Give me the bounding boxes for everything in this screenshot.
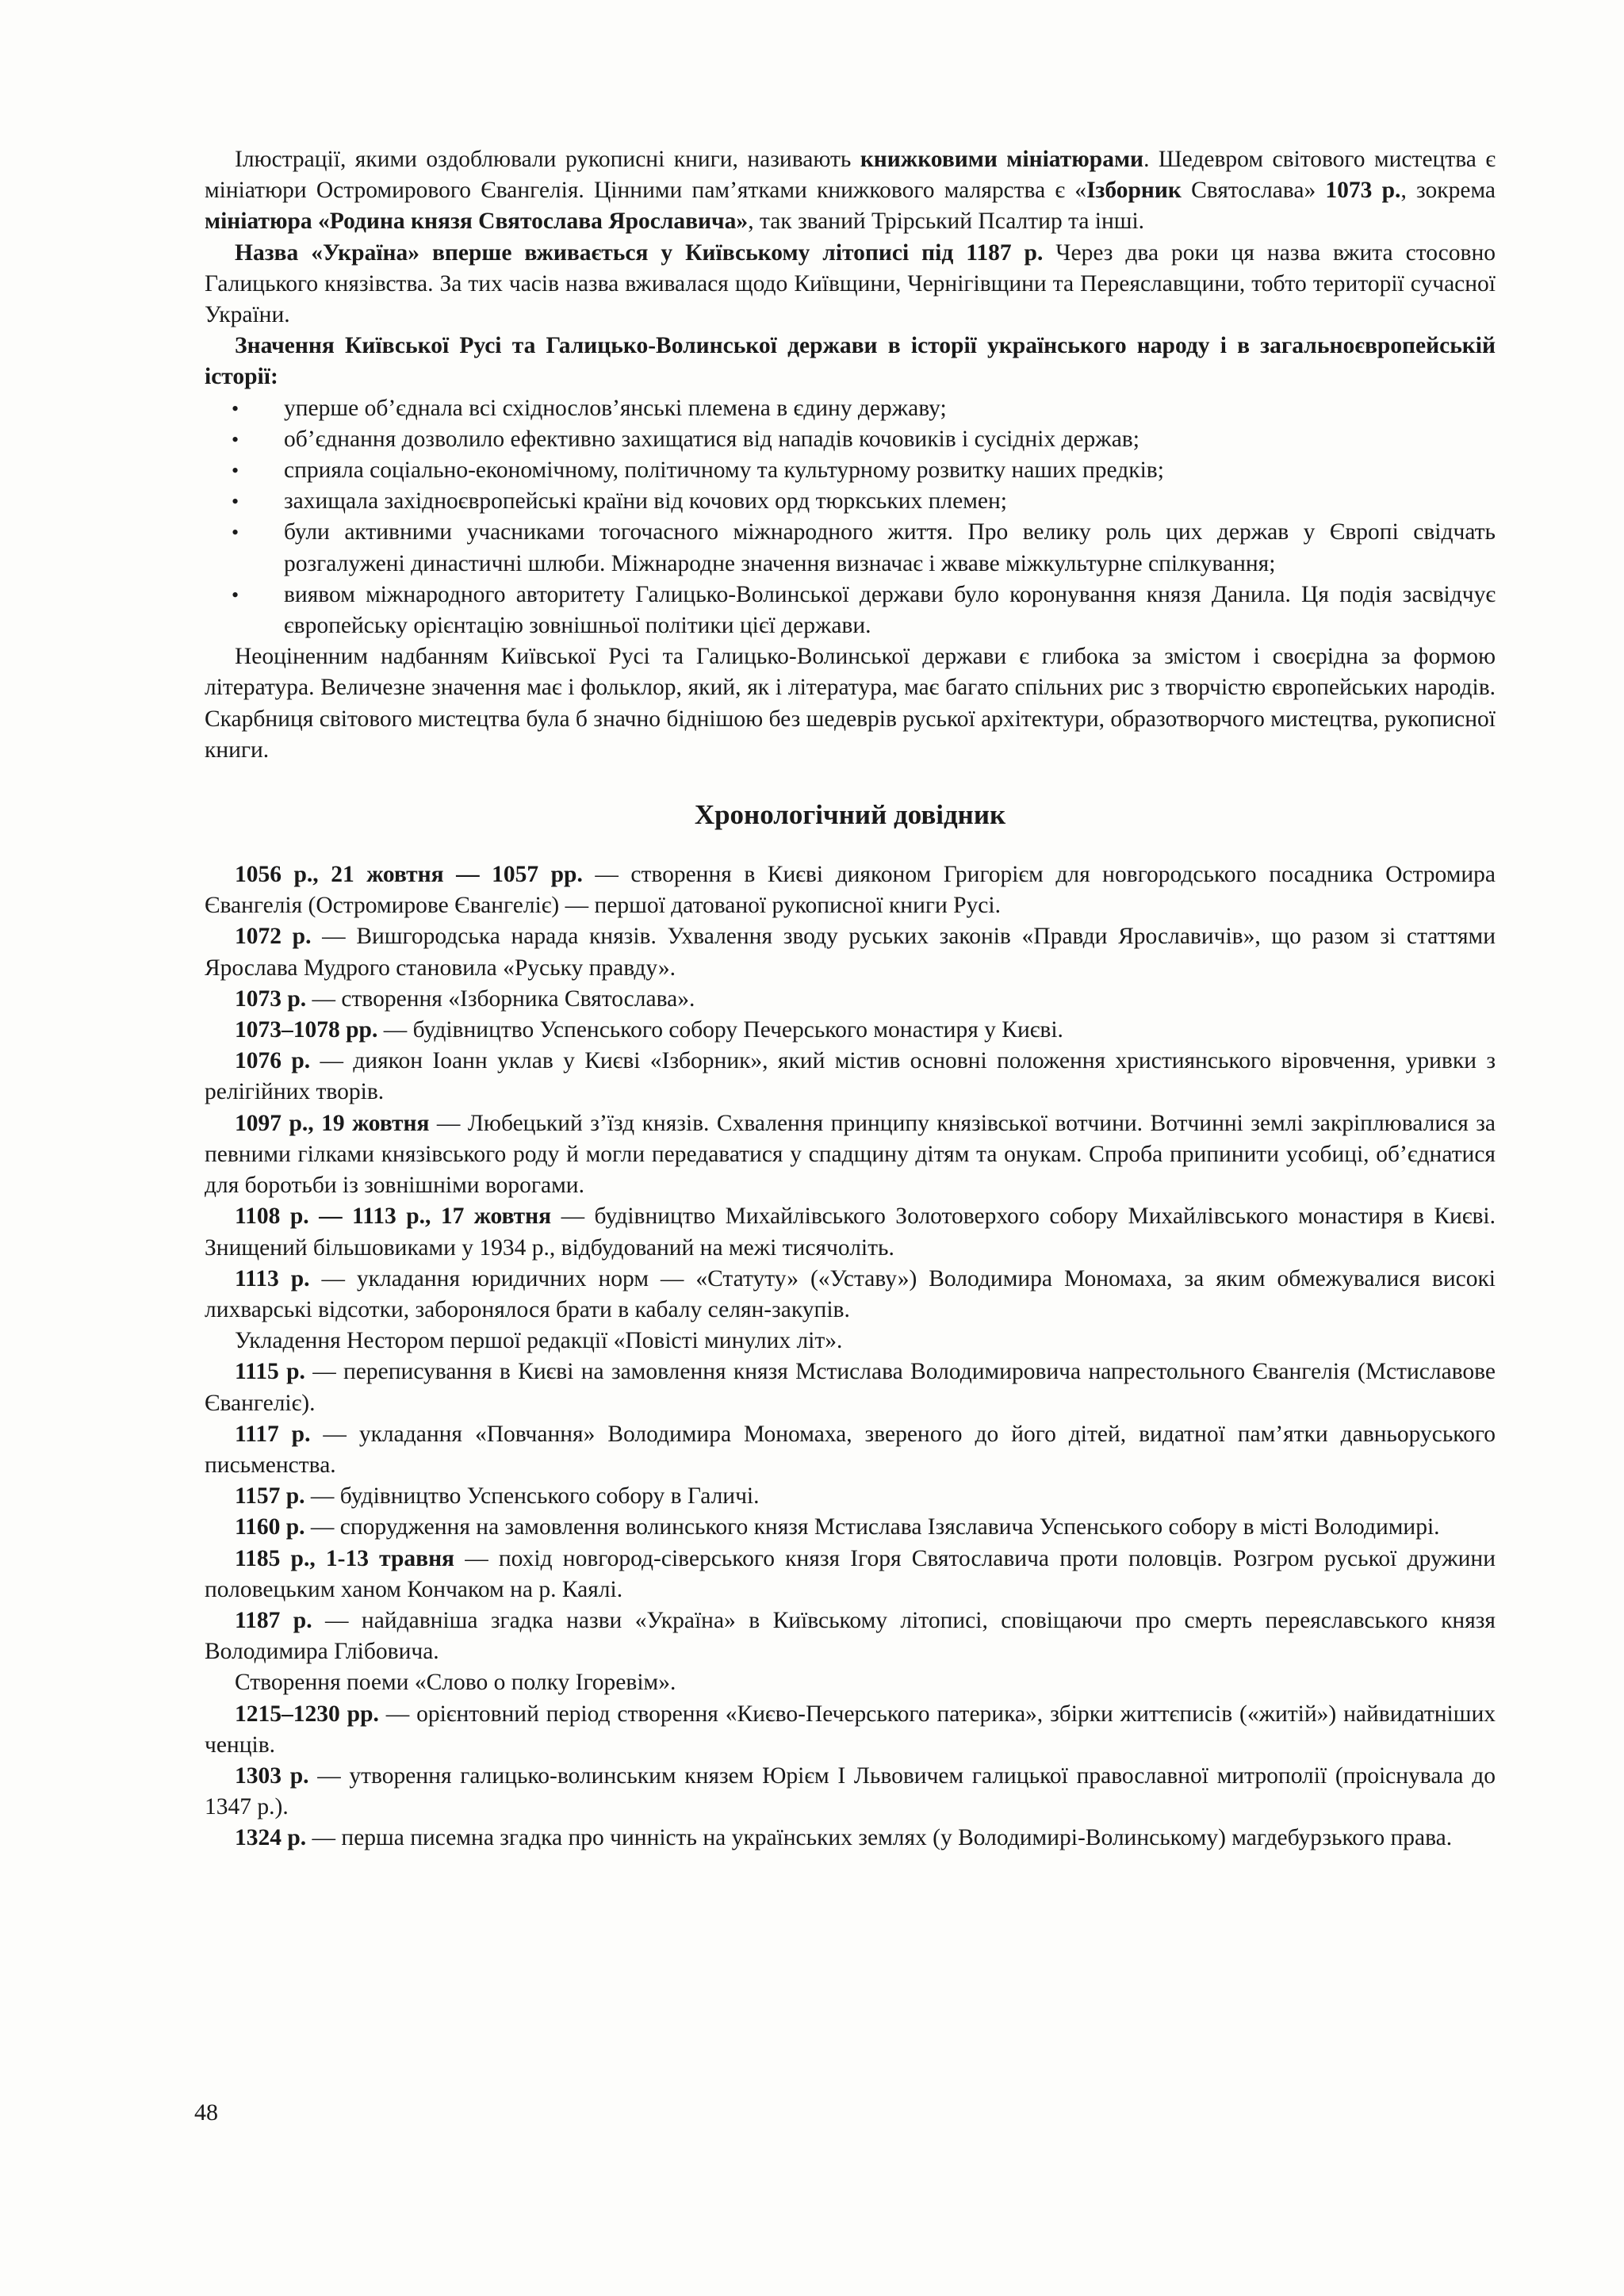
chronology-text: — укладання «Повчання» Володимира Мономаха, звереного до його дітей, видатної пам’ятки давньоруського письменства. bbox=[205, 1421, 1496, 1478]
chronology-entry bbox=[205, 984, 1496, 1015]
text-run: . Шедевром світового мистецтва є мініатюри Остромирового Євангелія. Цінними пам’ятками книжкового малярства є « bbox=[205, 147, 1496, 204]
chronology-text: — спорудження на замовлення волинського князя Мстислава Ізяславича Успенського собору в місті Володимирі. bbox=[304, 1514, 1440, 1540]
intro-paragraph-ukraine-name bbox=[205, 238, 1496, 331]
chronology-text: — найдавніша згадка назви «Україна» в Київському літописі, сповіщаючи про смерть переяславського князя Володимира Глібовича. bbox=[205, 1607, 1496, 1665]
chronology-entry bbox=[205, 1667, 1496, 1698]
chronology-text: — перша писемна згадка про чинність на українських землях (у Володимирі-Волинському) магдебурзького права. bbox=[306, 1825, 1453, 1851]
chronology-date: 1215–1230 рр. bbox=[235, 1701, 379, 1727]
chronology-entry bbox=[205, 1046, 1496, 1108]
chronology-text: — створення в Києві дияконом Григорієм для новгородського посадника Остромира Євангелія (Остромирове Євангеліє) — першої датованої рукописної книги Русі. bbox=[205, 862, 1496, 919]
chronology-entry bbox=[205, 1481, 1496, 1512]
list-item-text: уперше об’єднала всі східнослов’янські племена в єдину державу; bbox=[284, 395, 947, 421]
chronology-entry bbox=[205, 1357, 1496, 1418]
chronology-date: 1072 р. bbox=[235, 924, 312, 950]
chronology-entry bbox=[205, 1512, 1496, 1543]
page-content bbox=[205, 144, 1496, 1854]
term-miniature-family: мініатюра «Родина князя Святослава Ярославича» bbox=[205, 209, 749, 235]
chronology-date: 1303 р. bbox=[235, 1762, 309, 1789]
text-run: , так званий Трірський Псалтир та інші. bbox=[748, 209, 1145, 235]
list-item bbox=[205, 455, 1496, 486]
chronology-entry bbox=[205, 1108, 1496, 1202]
chronology-title: Хронологічний довідник bbox=[694, 799, 1006, 831]
chronology-entry bbox=[205, 1419, 1496, 1481]
chronology-entry bbox=[205, 921, 1496, 983]
term-ukraine-first-use: Назва «Україна» вперше вживається у Київському літописі під 1187 р. bbox=[235, 239, 1044, 266]
term-book-miniatures: книжковими мініатюрами bbox=[860, 147, 1144, 172]
chronology-date: 1073 р. bbox=[235, 985, 307, 1012]
chronology-date: 1157 р. bbox=[235, 1483, 305, 1510]
chronology-date: 1185 р., 1-13 травня bbox=[235, 1545, 455, 1571]
list-item-text: були активними учасниками тогочасного міжнародного життя. Про велику роль цих держав у Європі свідчать розгалужені династичні шлюби. Міжнародне значення визначає і жваве міжкультурне спілкування; bbox=[284, 519, 1496, 576]
chronology-date: 1056 р., 21 жовтня — 1057 рр. bbox=[235, 862, 583, 888]
chronology-entry bbox=[205, 1326, 1496, 1357]
text-run: Через два роки ця назва вжита стосовно Галицького князівства. За тих часів назва вживалася щодо Київщини, Чернігівщини та Переяславщини, тобто території сучасної України. bbox=[205, 239, 1496, 328]
chronology-text: — укладання юридичних норм — «Статуту» («Уставу») Володимира Мономаха, за яким обмежувалися високі лихварські відсотки, заборонялося брати в кабалу селян-закупів. bbox=[205, 1265, 1496, 1322]
chronology-entry bbox=[205, 1699, 1496, 1761]
bullet-icon: • bbox=[232, 459, 239, 483]
significance-heading-text: Значення Київської Русі та Галицько-Волинської держави в історії українського народу і в загальноєвропейській історії: bbox=[205, 333, 1496, 390]
chronology-entry bbox=[205, 1605, 1496, 1667]
chronology-text: — будівництво Успенського собору в Галичі. bbox=[304, 1483, 760, 1510]
chronology-text: Укладення Нестором першої редакції «Повісті минулих літ». bbox=[235, 1328, 843, 1354]
text-run: Святослава» bbox=[1181, 178, 1326, 204]
chronology-date: 1076 р. bbox=[235, 1048, 311, 1074]
term-izbornyk: Ізборник bbox=[1086, 178, 1182, 204]
chronology-date: 1113 р. bbox=[235, 1265, 310, 1292]
text-run: Ілюстрації, якими оздоблювали рукописні книги, називають bbox=[235, 147, 860, 172]
chronology-text: — будівництво Михайлівського Золотоверхого собору Михайлівського монастиря в Києві. Знищений більшовиками у 1934 р., відбудований на межі тисячоліть. bbox=[205, 1203, 1496, 1261]
list-item bbox=[205, 517, 1496, 579]
chronology-text: Створення поеми «Слово о полку Ігоревім». bbox=[235, 1670, 676, 1696]
list-item bbox=[205, 393, 1496, 424]
chronology-date: 1097 р., 19 жовтня bbox=[235, 1110, 430, 1136]
list-item-text: захищала західноєвропейські країни від кочових орд тюркських племен; bbox=[284, 488, 1007, 515]
chronology-text: — будівництво Успенського собору Печерського монастиря у Києві. bbox=[377, 1017, 1063, 1043]
chronology-text: — утворення галицько-волинським князем Юрієм І Львовичем галицької православної митрополії (проіснувала до 1347 р.). bbox=[205, 1762, 1496, 1820]
chronology-entry bbox=[205, 1761, 1496, 1823]
significance-heading bbox=[205, 331, 1496, 392]
chronology-entry bbox=[205, 1201, 1496, 1263]
list-item-text: виявом міжнародного авторитету Галицько-Волинської держави було коронування князя Данила. Ця подія засвідчує європейську орієнтацію зовнішньої політики цієї держави. bbox=[284, 581, 1496, 639]
text-run: , зокрема bbox=[1400, 178, 1496, 204]
list-item bbox=[205, 580, 1496, 641]
bullet-icon: • bbox=[232, 490, 239, 514]
bullet-icon: • bbox=[232, 396, 239, 420]
chronology-entry bbox=[205, 1264, 1496, 1326]
chronology-date: 1160 р. bbox=[235, 1514, 305, 1540]
chronology-date: 1117 р. bbox=[235, 1421, 311, 1447]
bullet-icon: • bbox=[232, 521, 239, 545]
list-item bbox=[205, 486, 1496, 517]
chronology-entry bbox=[205, 1015, 1496, 1046]
chronology-date: 1187 р. bbox=[235, 1607, 312, 1633]
chronology-entry bbox=[205, 859, 1496, 921]
chronology-date: 1073–1078 рр. bbox=[235, 1017, 378, 1043]
intro-paragraph-miniatures bbox=[205, 144, 1496, 238]
term-1073: 1073 р. bbox=[1325, 178, 1401, 204]
list-item-text: об’єднання дозволило ефективно захищатися від нападів кочовиків і сусідніх держав; bbox=[284, 426, 1139, 452]
chronology-entry bbox=[205, 1823, 1496, 1854]
chronology-text: — створення «Ізборника Святослава». bbox=[306, 985, 695, 1012]
significance-list bbox=[205, 393, 1496, 642]
chronology-date: 1108 р. — 1113 р., 17 жовтня bbox=[235, 1203, 552, 1230]
chronology-text: — Любецький з’їзд князів. Схвалення принципу князівської вотчини. Вотчинні землі закріплювалися за певними гілками князівського роду й могли передаватися у спадщину дітям та онукам. Спроба припинити усобиці, об’єднатися для боротьби із зовнішніми ворогами. bbox=[205, 1110, 1496, 1199]
bullet-icon: • bbox=[232, 427, 239, 451]
chronology-text: — орієнтовний період створення «Києво-Печерського патерика», збірки життєписів («житій») найвидатніших ченців. bbox=[205, 1701, 1496, 1758]
chronology-text: — диякон Іоанн уклав у Києві «Ізборник», який містив основні положення християнського віровчення, уривки з релігійних творів. bbox=[205, 1048, 1496, 1105]
bullet-icon: • bbox=[232, 583, 239, 607]
chronology-entry bbox=[205, 1544, 1496, 1605]
list-item-text: сприяла соціально-економічному, політичному та культурному розвитку наших предків; bbox=[284, 457, 1164, 484]
chronology-list bbox=[205, 859, 1496, 1854]
intro-paragraph-literature: Неоціненним надбанням Київської Русі та Галицько-Волинської держави є глибока за змістом і своєрідна за формою література. Величезне значення має і фольклор, який, як і література, має багато спільних рис з творчістю європейських народів. Скарбниця світового мистецтва була б значно біднішою без шедеврів руської архітектури, образотворчого мистецтва, рукописної книги. bbox=[205, 644, 1496, 763]
chronology-date: 1324 р. bbox=[235, 1825, 307, 1851]
list-item bbox=[205, 424, 1496, 455]
chronology-date: 1115 р. bbox=[235, 1359, 305, 1385]
chronology-text: — похід новгород-сіверського князя Ігоря Святославича проти половців. Розгром руської дружини половецьким ханом Кончаком на р. Каялі. bbox=[205, 1545, 1496, 1602]
page-number: 48 bbox=[194, 2099, 218, 2126]
chronology-text: — Вишгородська нарада князів. Ухвалення зводу руських законів «Правди Ярославичів», що разом зі статтями Ярослава Мудрого становила «Руську правду». bbox=[205, 924, 1496, 981]
chronology-text: — переписування в Києві на замовлення князя Мстислава Володимировича напрестольного Євангелія (Мстиславове Євангеліє). bbox=[205, 1359, 1496, 1416]
